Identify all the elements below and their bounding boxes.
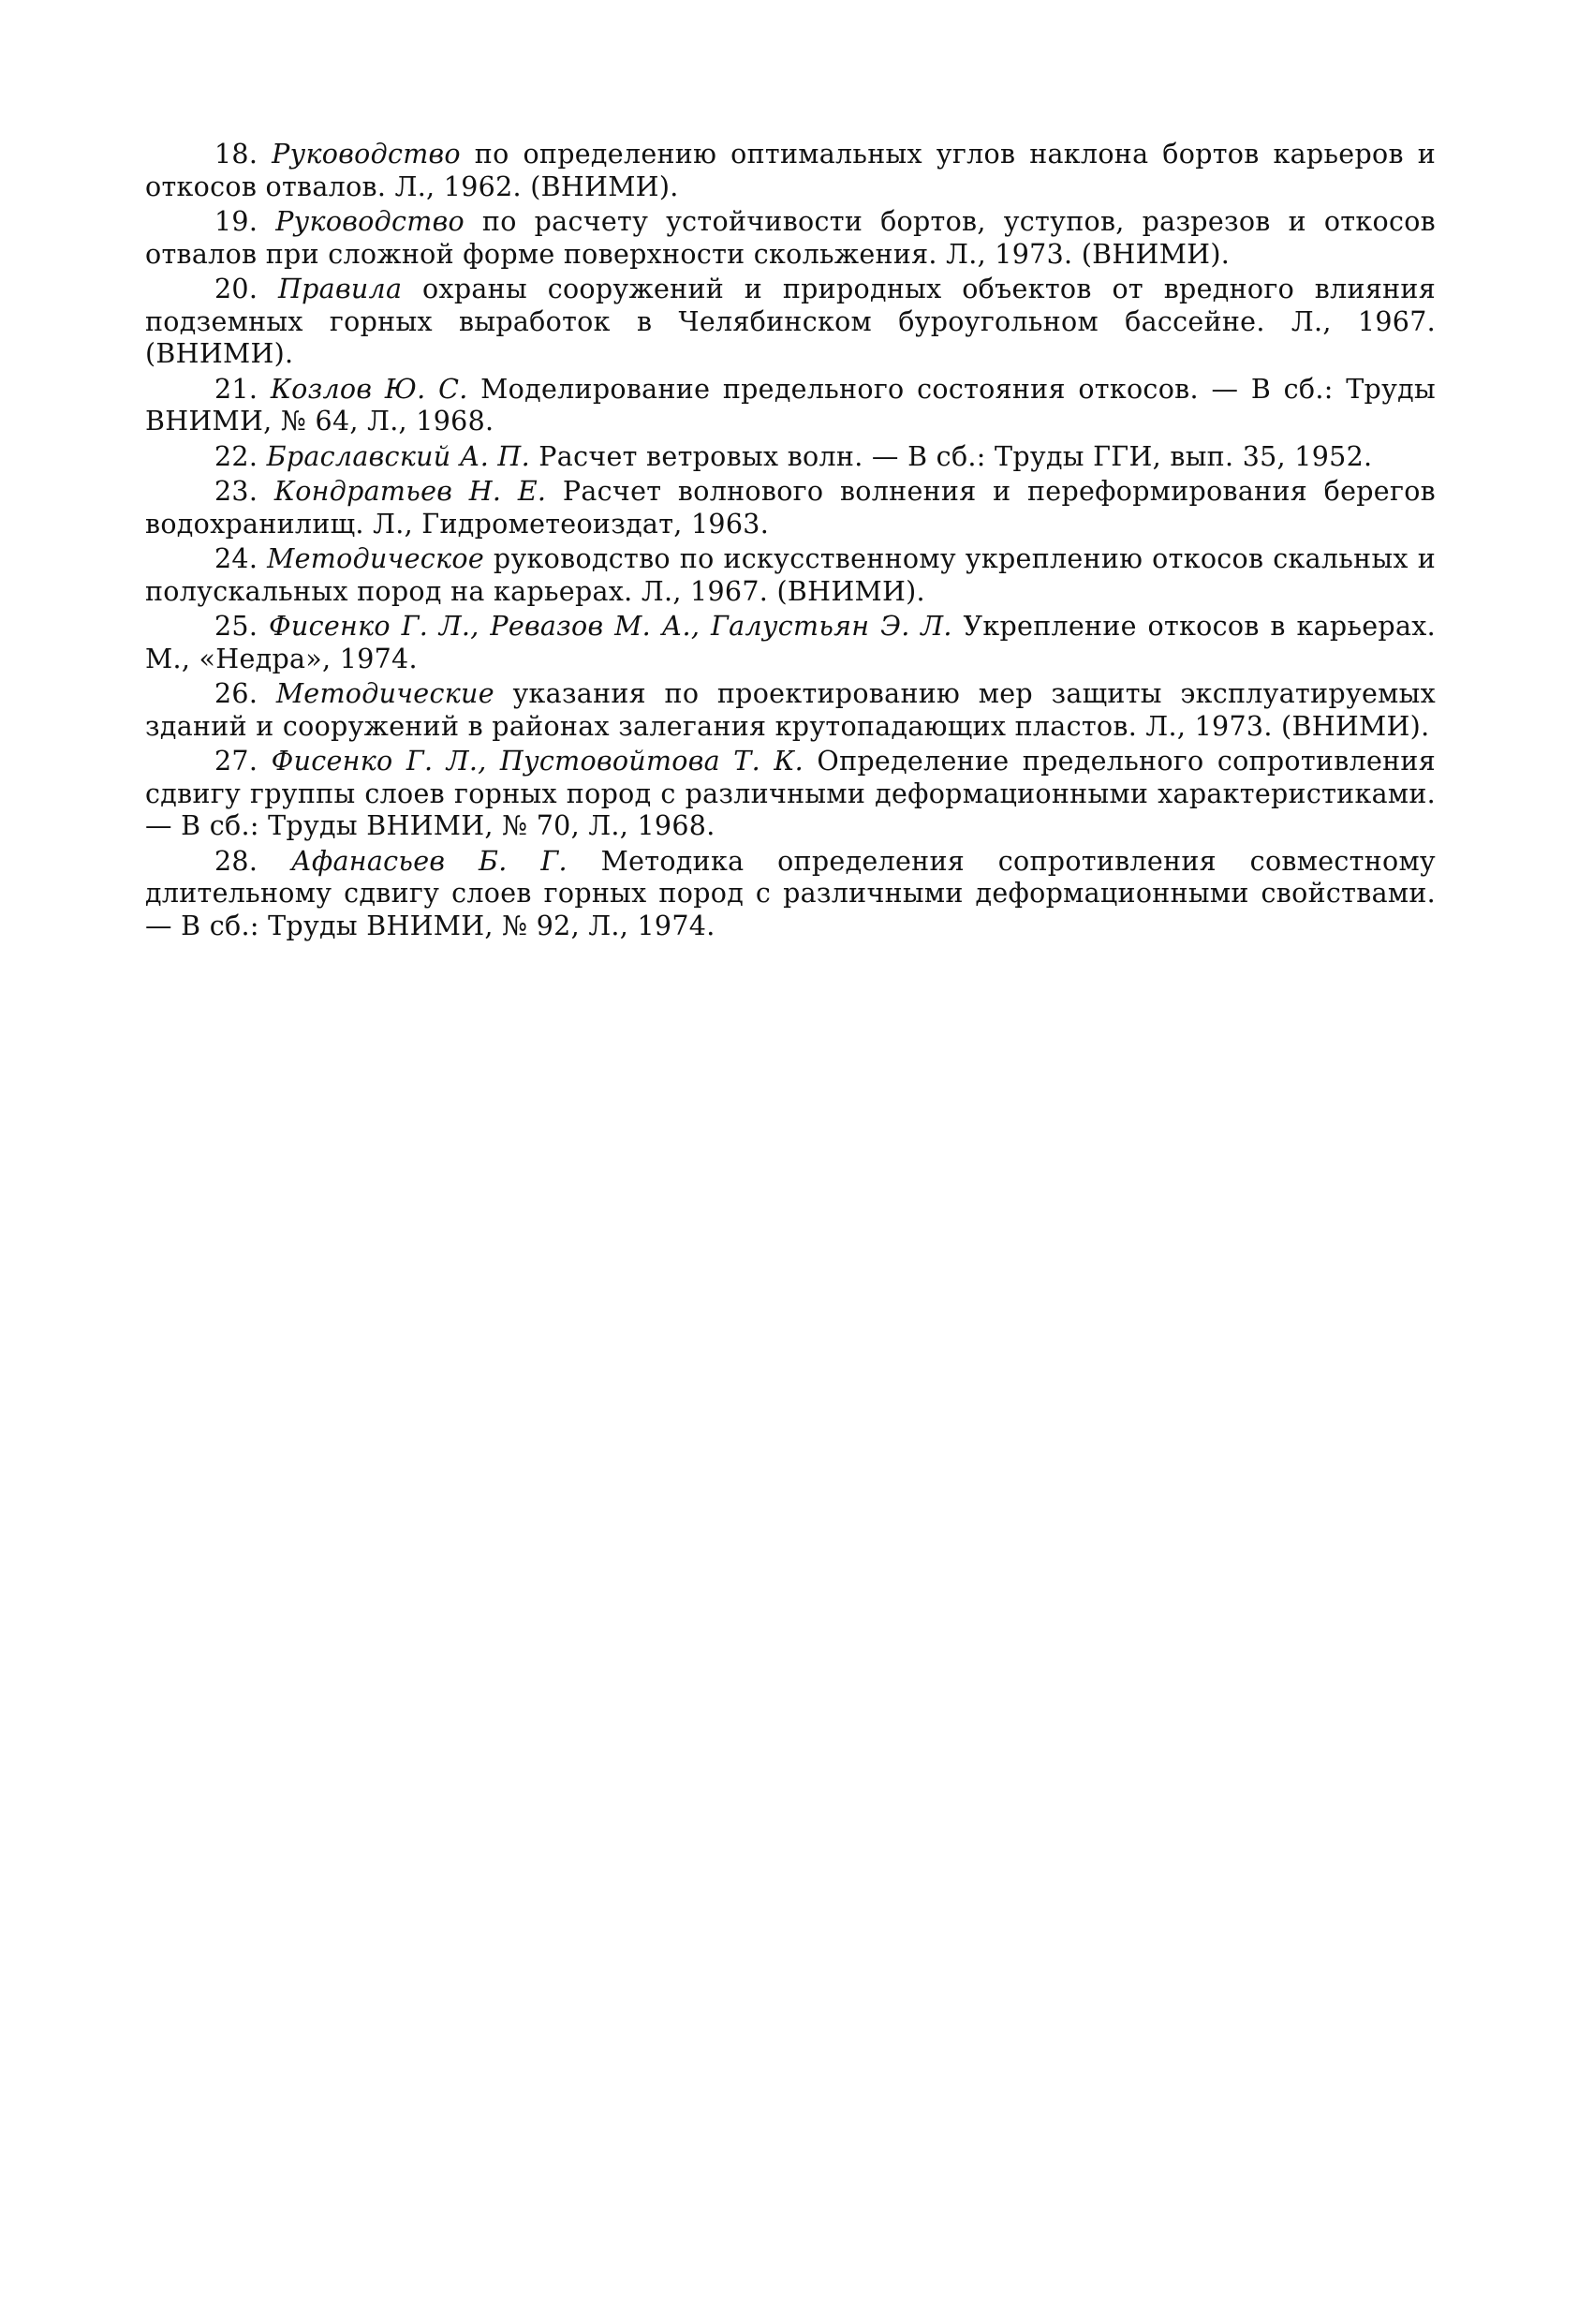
- reference-number: 19.: [214, 206, 258, 237]
- reference-item: [145, 274, 1436, 371]
- reference-text: по определению оптимальных углов наклона бортов карьеров и откосов отвалов. Л., 1962. (ВНИМИ).: [145, 139, 1436, 202]
- reference-number: 23.: [214, 476, 258, 507]
- reference-number: 27.: [214, 746, 258, 777]
- reference-item: [145, 374, 1436, 438]
- reference-text: Расчет ветровых волн. — В сб.: Труды ГГИ, вып. 35, 1952.: [529, 440, 1373, 472]
- reference-author-title: Афанасьев Б. Г.: [290, 845, 568, 877]
- reference-text: по расчету устойчивости бортов, уступов, разрезов и откосов отвалов при сложной форме поверхности скольжения. Л., 1973. (ВНИМИ).: [145, 206, 1437, 270]
- reference-number: 24.: [214, 543, 258, 574]
- reference-list: [145, 139, 1436, 945]
- reference-author-title: Браславский А. П.: [266, 440, 530, 472]
- reference-number: 22.: [214, 440, 258, 472]
- reference-number: 21.: [214, 373, 258, 405]
- reference-text: Моделирование предельного состояния откосов. — В сб.: Труды ВНИМИ, № 64, Л., 1968.: [145, 373, 1436, 437]
- reference-text: Расчет волнового волнения и переформирования берегов водохранилищ. Л., Гидрометеоиздат, 1963.: [145, 476, 1437, 540]
- reference-number: 18.: [214, 139, 258, 170]
- reference-item: [145, 139, 1436, 203]
- reference-item: [145, 441, 1436, 474]
- reference-item: [145, 746, 1436, 843]
- reference-item: [145, 206, 1436, 271]
- reference-item: [145, 476, 1436, 540]
- reference-number: 25.: [214, 611, 258, 642]
- reference-item: [145, 678, 1436, 743]
- reference-author-title: Фисенко Г. Л., Ревазов М. А., Галустьян Э. Л.: [268, 611, 952, 642]
- reference-text: Методика определения сопротивления совместному длительному сдвигу слоев горных пород с различными деформационными свойствами. — В сб.: Труды ВНИМИ, № 92, Л., 1974.: [145, 845, 1436, 941]
- reference-author-title: Кондратьев Н. Е.: [273, 476, 547, 507]
- reference-item: [145, 611, 1436, 675]
- reference-author-title: Методические: [275, 678, 494, 709]
- reference-number: 26.: [214, 678, 258, 709]
- reference-text: Определение предельного сопротивления сдвигу группы слоев горных пород с различными деформационными характеристиками. — В сб.: Труды ВНИМИ, № 70, Л., 1968.: [145, 746, 1437, 841]
- reference-author-title: Фисенко Г. Л., Пустовойтова Т. К.: [271, 746, 804, 777]
- reference-text: руководство по искусственному укреплению откосов скальных и полускальных пород на карьерах. Л., 1967. (ВНИМИ).: [145, 543, 1437, 607]
- reference-text: указания по проектированию мер защиты эксплуатируемых зданий и сооружений в районах залегания крутопадающих пластов. Л., 1973. (ВНИМИ).: [145, 678, 1437, 742]
- reference-author-title: Методическое: [267, 543, 485, 574]
- reference-number: 20.: [214, 274, 258, 304]
- reference-number: 28.: [214, 845, 258, 877]
- reference-item: [145, 543, 1436, 608]
- reference-author-title: Руководство: [275, 206, 465, 237]
- reference-item: [145, 846, 1436, 943]
- reference-text: Укрепление откосов в карьерах. М., «Недра», 1974.: [145, 611, 1436, 674]
- reference-author-title: Козлов Ю. С.: [270, 373, 468, 405]
- reference-author-title: Руководство: [272, 139, 461, 170]
- reference-author-title: Правила: [277, 274, 403, 304]
- reference-text: охраны сооружений и природных объектов от вредного влияния подземных горных выработок в Челябинском буроугольном бассейне. Л., 1967. (ВНИМИ).: [145, 274, 1436, 369]
